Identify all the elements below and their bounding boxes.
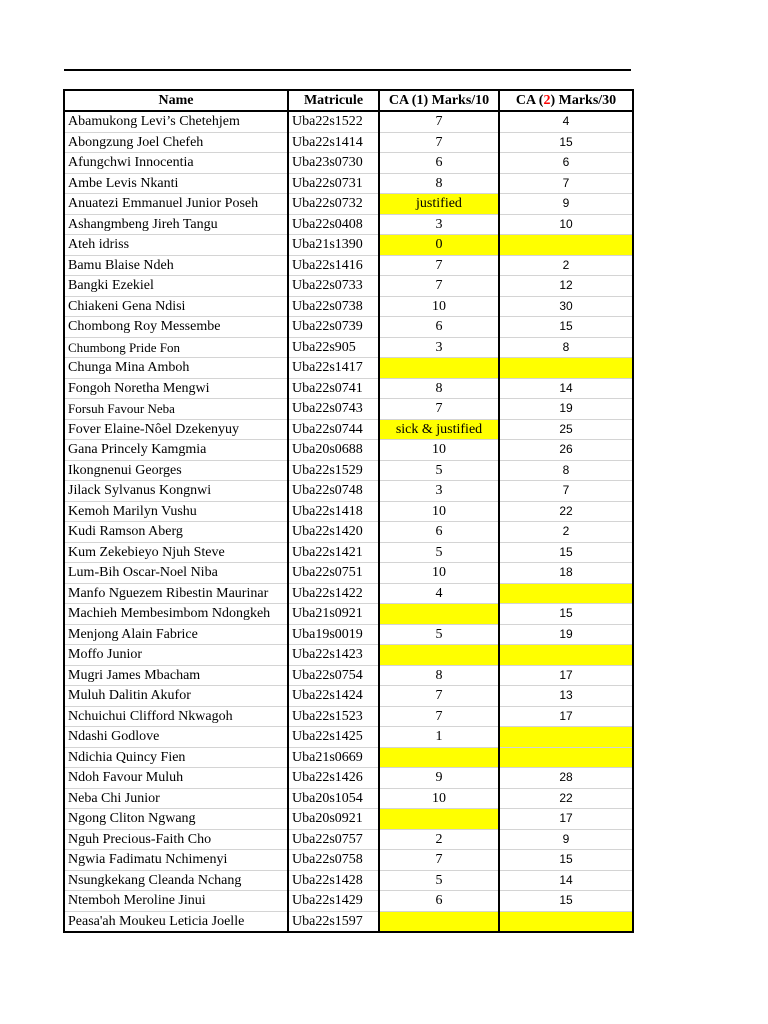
- ca2-cell: 8: [499, 460, 633, 481]
- table-row: [64, 419, 633, 440]
- ca1-cell: 8: [379, 378, 499, 399]
- matricule-cell: Uba21s1390: [288, 235, 379, 256]
- name-cell: Muluh Dalitin Akufor: [64, 686, 288, 707]
- ca1-cell: 7: [379, 706, 499, 727]
- matricule-cell: Uba22s0741: [288, 378, 379, 399]
- table-row: [64, 583, 633, 604]
- table-row: [64, 665, 633, 686]
- ca2-cell: [499, 583, 633, 604]
- matricule-cell: Uba22s1423: [288, 645, 379, 666]
- matricule-cell: Uba22s0733: [288, 276, 379, 297]
- name-cell: Fongoh Noretha Mengwi: [64, 378, 288, 399]
- ca1-cell: 5: [379, 870, 499, 891]
- table-row: [64, 194, 633, 215]
- table-row: [64, 235, 633, 256]
- ca1-cell: 4: [379, 583, 499, 604]
- matricule-cell: Uba22s1420: [288, 522, 379, 543]
- ca1-cell: 6: [379, 153, 499, 174]
- ca2-cell: 28: [499, 768, 633, 789]
- table-row: [64, 809, 633, 830]
- table-row: [64, 460, 633, 481]
- top-divider: [64, 69, 631, 71]
- header-ca2-suffix: ) Marks/30: [550, 93, 617, 108]
- name-cell: Machieh Membesimbom Ndongkeh: [64, 604, 288, 625]
- name-cell: Fover Elaine-Nôel Dzekenyuy: [64, 419, 288, 440]
- name-cell: Ashangmbeng Jireh Tangu: [64, 214, 288, 235]
- name-cell: Ikongnenui Georges: [64, 460, 288, 481]
- name-cell: Ateh idriss: [64, 235, 288, 256]
- name-cell: Ndoh Favour Muluh: [64, 768, 288, 789]
- ca2-cell: 2: [499, 522, 633, 543]
- name-cell: Nsungkekang Cleanda Nchang: [64, 870, 288, 891]
- ca2-cell: 22: [499, 501, 633, 522]
- ca2-cell: 15: [499, 317, 633, 338]
- matricule-cell: Uba22s0739: [288, 317, 379, 338]
- name-cell: Kudi Ramson Aberg: [64, 522, 288, 543]
- name-cell: Anuatezi Emmanuel Junior Poseh: [64, 194, 288, 215]
- table-row: [64, 317, 633, 338]
- matricule-cell: Uba22s905: [288, 337, 379, 358]
- ca1-cell: sick & justified: [379, 419, 499, 440]
- name-cell: Ngong Cliton Ngwang: [64, 809, 288, 830]
- name-cell: Chumbong Pride Fon: [64, 337, 288, 358]
- matricule-cell: Uba22s1425: [288, 727, 379, 748]
- ca1-cell: 7: [379, 276, 499, 297]
- table-row: [64, 604, 633, 625]
- table-row: [64, 542, 633, 563]
- table-row: [64, 132, 633, 153]
- table-row: [64, 399, 633, 420]
- ca1-cell: [379, 358, 499, 379]
- table-row: [64, 870, 633, 891]
- ca2-cell: 12: [499, 276, 633, 297]
- matricule-cell: Uba22s1429: [288, 891, 379, 912]
- matricule-cell: Uba20s0688: [288, 440, 379, 461]
- matricule-cell: Uba21s0669: [288, 747, 379, 768]
- ca1-cell: 8: [379, 665, 499, 686]
- name-cell: Ngwia Fadimatu Nchimenyi: [64, 850, 288, 871]
- ca1-cell: 5: [379, 460, 499, 481]
- ca2-cell: 19: [499, 399, 633, 420]
- matricule-cell: Uba22s1418: [288, 501, 379, 522]
- table-row: [64, 111, 633, 132]
- matricule-cell: Uba22s1414: [288, 132, 379, 153]
- ca1-cell: [379, 604, 499, 625]
- name-cell: Chunga Mina Amboh: [64, 358, 288, 379]
- name-cell: Abamukong Levi’s Chetehjem: [64, 111, 288, 132]
- table-row: [64, 747, 633, 768]
- table-row: [64, 891, 633, 912]
- name-cell: Afungchwi Innocentia: [64, 153, 288, 174]
- table-row: [64, 296, 633, 317]
- header-matricule: Matricule: [288, 90, 379, 111]
- ca1-cell: 7: [379, 132, 499, 153]
- ca1-cell: 7: [379, 111, 499, 132]
- matricule-cell: Uba22s1529: [288, 460, 379, 481]
- matricule-cell: Uba22s0743: [288, 399, 379, 420]
- table-row: [64, 768, 633, 789]
- name-cell: Bamu Blaise Ndeh: [64, 255, 288, 276]
- ca2-cell: 6: [499, 153, 633, 174]
- ca1-cell: [379, 747, 499, 768]
- name-cell: Menjong Alain Fabrice: [64, 624, 288, 645]
- name-cell: Ntemboh Meroline Jinui: [64, 891, 288, 912]
- table-row: [64, 624, 633, 645]
- name-cell: Lum-Bih Oscar-Noel Niba: [64, 563, 288, 584]
- name-cell: Kemoh Marilyn Vushu: [64, 501, 288, 522]
- table-row: [64, 276, 633, 297]
- matricule-cell: Uba20s1054: [288, 788, 379, 809]
- name-cell: Abongzung Joel Chefeh: [64, 132, 288, 153]
- table-row: [64, 727, 633, 748]
- table-row: [64, 850, 633, 871]
- ca1-cell: 9: [379, 768, 499, 789]
- ca2-cell: [499, 747, 633, 768]
- ca1-cell: 10: [379, 563, 499, 584]
- ca2-cell: 4: [499, 111, 633, 132]
- matricule-cell: Uba22s1421: [288, 542, 379, 563]
- name-cell: Ndashi Godlove: [64, 727, 288, 748]
- ca1-cell: 3: [379, 337, 499, 358]
- name-cell: Neba Chi Junior: [64, 788, 288, 809]
- name-cell: Chiakeni Gena Ndisi: [64, 296, 288, 317]
- ca1-cell: 3: [379, 481, 499, 502]
- matricule-cell: Uba21s0921: [288, 604, 379, 625]
- ca2-cell: 7: [499, 173, 633, 194]
- ca1-cell: 1: [379, 727, 499, 748]
- matricule-cell: Uba22s0754: [288, 665, 379, 686]
- table-row: [64, 440, 633, 461]
- table-row: [64, 153, 633, 174]
- matricule-cell: Uba22s1422: [288, 583, 379, 604]
- ca2-cell: [499, 727, 633, 748]
- table-row: [64, 686, 633, 707]
- ca2-cell: 10: [499, 214, 633, 235]
- table-row: [64, 358, 633, 379]
- matricule-cell: Uba22s0757: [288, 829, 379, 850]
- ca2-cell: 14: [499, 378, 633, 399]
- ca2-cell: 9: [499, 194, 633, 215]
- name-cell: Jilack Sylvanus Kongnwi: [64, 481, 288, 502]
- ca2-cell: [499, 235, 633, 256]
- table-row: [64, 563, 633, 584]
- ca2-cell: 15: [499, 891, 633, 912]
- ca2-cell: 22: [499, 788, 633, 809]
- ca1-cell: [379, 645, 499, 666]
- ca1-cell: 6: [379, 522, 499, 543]
- ca1-cell: 7: [379, 850, 499, 871]
- matricule-cell: Uba22s1597: [288, 911, 379, 932]
- header-ca1: CA (1) Marks/10: [379, 90, 499, 111]
- ca2-cell: 15: [499, 542, 633, 563]
- matricule-cell: Uba22s1523: [288, 706, 379, 727]
- ca1-cell: 5: [379, 624, 499, 645]
- ca2-cell: [499, 645, 633, 666]
- table-row: [64, 645, 633, 666]
- matricule-cell: Uba22s1424: [288, 686, 379, 707]
- table-row: [64, 481, 633, 502]
- ca2-cell: 8: [499, 337, 633, 358]
- ca1-cell: 10: [379, 501, 499, 522]
- ca1-cell: 7: [379, 255, 499, 276]
- ca1-cell: 10: [379, 788, 499, 809]
- matricule-cell: Uba22s0738: [288, 296, 379, 317]
- marks-table: [63, 89, 634, 933]
- header-name: Name: [64, 90, 288, 111]
- name-cell: Kum Zekebieyo Njuh Steve: [64, 542, 288, 563]
- matricule-cell: Uba20s0921: [288, 809, 379, 830]
- table-row: [64, 337, 633, 358]
- name-cell: Forsuh Favour Neba: [64, 399, 288, 420]
- ca2-cell: 25: [499, 419, 633, 440]
- matricule-cell: Uba22s0751: [288, 563, 379, 584]
- table-row: [64, 829, 633, 850]
- name-cell: Chombong Roy Messembe: [64, 317, 288, 338]
- ca2-cell: 18: [499, 563, 633, 584]
- ca2-cell: 19: [499, 624, 633, 645]
- table-row: [64, 214, 633, 235]
- matricule-cell: Uba22s1426: [288, 768, 379, 789]
- matricule-cell: Uba22s0744: [288, 419, 379, 440]
- ca1-cell: 7: [379, 686, 499, 707]
- ca1-cell: 3: [379, 214, 499, 235]
- name-cell: Nguh Precious-Faith Cho: [64, 829, 288, 850]
- ca1-cell: 6: [379, 317, 499, 338]
- ca1-cell: 10: [379, 296, 499, 317]
- ca2-cell: 15: [499, 604, 633, 625]
- ca1-cell: [379, 911, 499, 932]
- ca2-cell: 2: [499, 255, 633, 276]
- header-ca2: [499, 90, 633, 111]
- table-row: [64, 378, 633, 399]
- ca2-cell: 17: [499, 809, 633, 830]
- ca1-cell: 8: [379, 173, 499, 194]
- table-row: [64, 255, 633, 276]
- ca1-cell: 10: [379, 440, 499, 461]
- matricule-cell: Uba22s1522: [288, 111, 379, 132]
- ca2-cell: 13: [499, 686, 633, 707]
- matricule-cell: Uba22s0408: [288, 214, 379, 235]
- ca1-cell: 6: [379, 891, 499, 912]
- ca2-cell: [499, 911, 633, 932]
- name-cell: Manfo Nguezem Ribestin Maurinar: [64, 583, 288, 604]
- ca1-cell: justified: [379, 194, 499, 215]
- matricule-cell: Uba19s0019: [288, 624, 379, 645]
- table-row: [64, 911, 633, 932]
- ca2-cell: 17: [499, 665, 633, 686]
- ca1-cell: 5: [379, 542, 499, 563]
- name-cell: Nchuichui Clifford Nkwagoh: [64, 706, 288, 727]
- name-cell: Moffo Junior: [64, 645, 288, 666]
- name-cell: Ambe Levis Nkanti: [64, 173, 288, 194]
- ca1-cell: 0: [379, 235, 499, 256]
- ca2-cell: 15: [499, 132, 633, 153]
- table-row: [64, 706, 633, 727]
- name-cell: Bangki Ezekiel: [64, 276, 288, 297]
- table-row: [64, 522, 633, 543]
- header-row: [64, 90, 633, 111]
- matricule-cell: Uba22s1428: [288, 870, 379, 891]
- ca2-cell: 17: [499, 706, 633, 727]
- matricule-cell: Uba22s1416: [288, 255, 379, 276]
- matricule-cell: Uba22s0758: [288, 850, 379, 871]
- name-cell: Peasa'ah Moukeu Leticia Joelle: [64, 911, 288, 932]
- table-row: [64, 173, 633, 194]
- matricule-cell: Uba23s0730: [288, 153, 379, 174]
- ca2-cell: 15: [499, 850, 633, 871]
- ca1-cell: [379, 809, 499, 830]
- ca2-cell: 26: [499, 440, 633, 461]
- ca1-cell: 7: [379, 399, 499, 420]
- table-row: [64, 788, 633, 809]
- ca2-cell: 14: [499, 870, 633, 891]
- header-ca2-prefix: CA (: [515, 93, 544, 108]
- ca2-cell: 30: [499, 296, 633, 317]
- matricule-cell: Uba22s0748: [288, 481, 379, 502]
- ca2-cell: [499, 358, 633, 379]
- table-row: [64, 501, 633, 522]
- matricule-cell: Uba22s1417: [288, 358, 379, 379]
- header-ca2-number: 2: [543, 93, 551, 108]
- name-cell: Gana Princely Kamgmia: [64, 440, 288, 461]
- matricule-cell: Uba22s0732: [288, 194, 379, 215]
- ca2-cell: 7: [499, 481, 633, 502]
- matricule-cell: Uba22s0731: [288, 173, 379, 194]
- name-cell: Ndichia Quincy Fien: [64, 747, 288, 768]
- name-cell: Mugri James Mbacham: [64, 665, 288, 686]
- ca2-cell: 9: [499, 829, 633, 850]
- ca1-cell: 2: [379, 829, 499, 850]
